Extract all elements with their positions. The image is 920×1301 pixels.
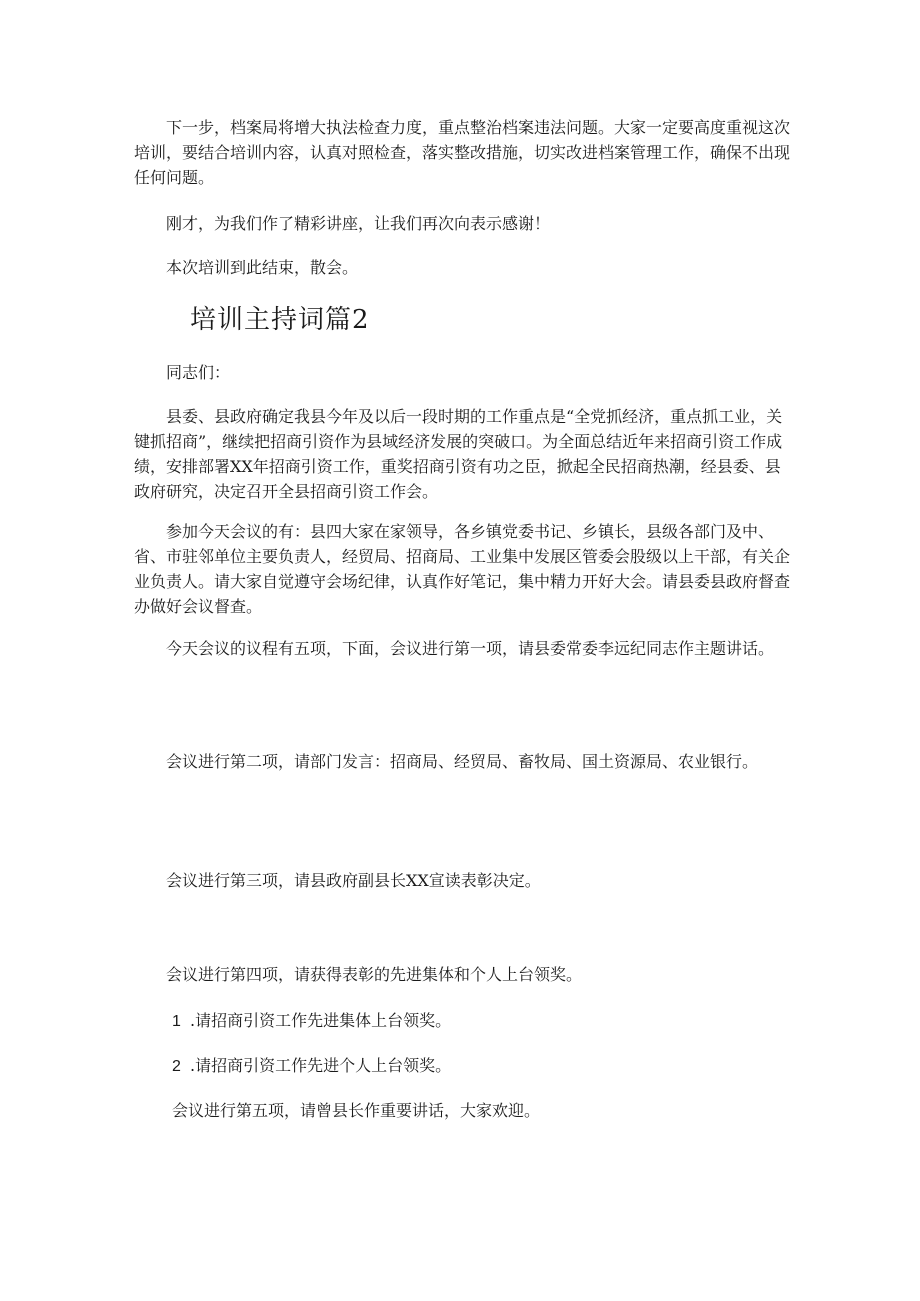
list-item-text: .请招商引资工作先进集体上台领奖。	[190, 1011, 452, 1030]
paragraph-agenda-item-1: 今天会议的议程有五项，下面，会议进行第一项，请县委常委李远纪同志作主题讲话。	[166, 639, 775, 658]
paragraph-agenda-item-3: 会议进行第三项，请县政府副县长XX宣读表彰决定。	[166, 871, 541, 890]
paragraph-adjourn: 本次培训到此结束，散会。	[166, 258, 359, 277]
greeting: 同志们：	[166, 363, 231, 382]
paragraph-attendees: 参加今天会议的有：县四大家在家领导，各乡镇党委书记、乡镇长，县级各部门及中、省、市驻邻单位主要负责人，经贸局、招商局、工业集中发展区管委会股级以上干部，有关企业负责人。请大家自觉遵守会场纪律，认真作好笔记，集中精力开好大会。请县委县政府督查办做好会议督查。	[134, 522, 791, 616]
paragraph-next-steps: 下一步，档案局将增大执法检查力度，重点整治档案违法问题。大家一定要高度重视这次培训，要结合培训内容，认真对照检查，落实整改措施，切实改进档案管理工作，确保不出现任何问题。	[134, 118, 791, 187]
list-item	[172, 1053, 451, 1079]
paragraph-thanks: 刚才，为我们作了精彩讲座，让我们再次向表示感谢！	[166, 214, 551, 233]
list-item-text: .请招商引资工作先进个人上台领奖。	[190, 1056, 452, 1075]
list-item	[172, 1008, 451, 1034]
list-item-number: 2	[172, 1058, 181, 1075]
section-title: 培训主持词篇2	[190, 305, 370, 335]
paragraph-agenda-item-4: 会议进行第四项，请获得表彰的先进集体和个人上台领奖。	[166, 965, 583, 984]
paragraph-agenda-item-5: 会议进行第五项，请曾县长作重要讲话，大家欢迎。	[172, 1101, 541, 1120]
paragraph-meeting-purpose: 县委、县政府确定我县今年及以后一段时期的工作重点是“全党抓经济，重点抓工业，关键抓招商”，继续把招商引资作为县域经济发展的突破口。为全面总结近年来招商引资工作成绩，安排部署XX年招商引资工作，重奖招商引资有功之臣，掀起全民招商热潮，经县委、县政府研究，决定召开全县招商引资工作会。	[134, 407, 783, 501]
list-item-number: 1	[172, 1013, 181, 1030]
paragraph-agenda-item-2: 会议进行第二项，请部门发言：招商局、经贸局、畜牧局、国土资源局、农业银行。	[166, 752, 759, 771]
